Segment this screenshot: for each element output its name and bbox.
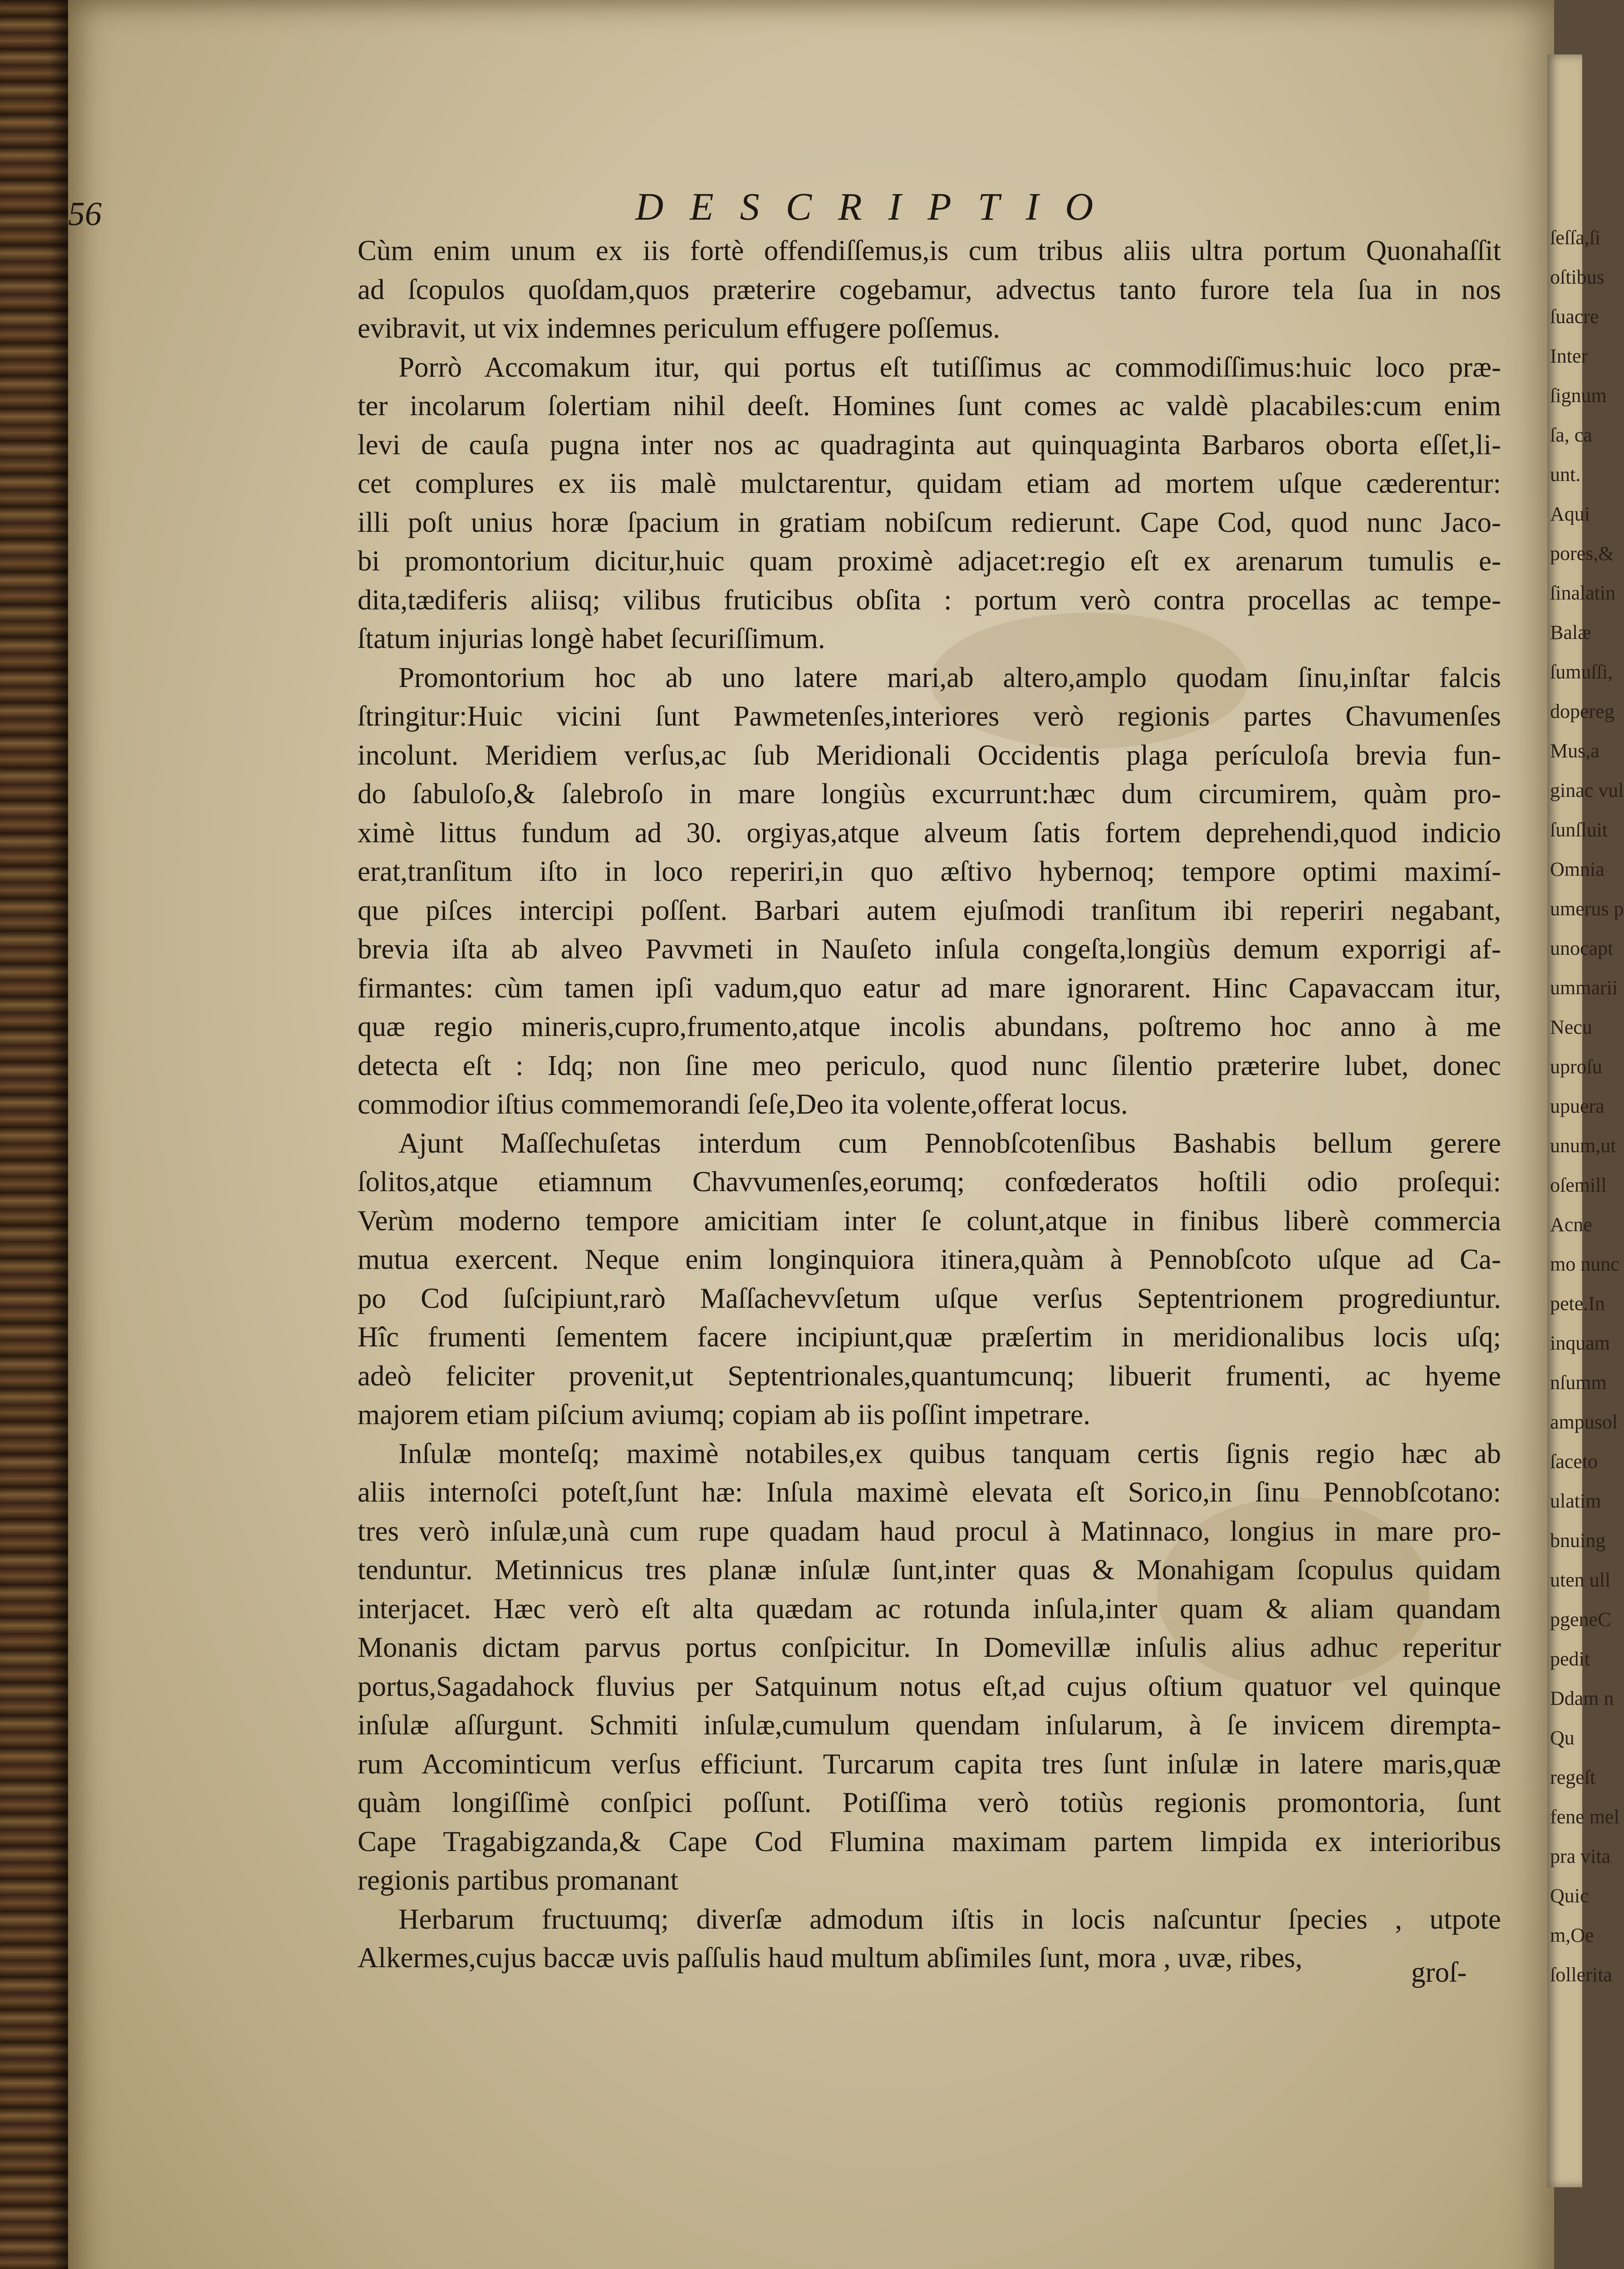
text-line: majorem etiam piſcium aviumq; copiam ab iis poſſint impetrare. <box>358 1399 1090 1430</box>
paragraph <box>358 231 1501 348</box>
text-line: incolunt. Meridiem verſus,ac ſub Meridionali Occidentis plaga perículoſa brevia fun- <box>358 739 1501 771</box>
facing-page-fragment: ulatim <box>1550 1490 1601 1512</box>
text-line: Alkermes,cujus baccæ uvis paſſulis haud multum abſimiles ſunt, mora , uvæ, ribes, <box>358 1942 1303 1974</box>
facing-page-fragment: ſa, ca <box>1550 424 1592 446</box>
text-line: levi de cauſa pugna inter nos ac quadraginta aut quinquaginta Barbaros oborta eſſet,li- <box>358 428 1501 461</box>
facing-page-fragment: Omnia <box>1550 858 1604 880</box>
text-line: Cùm enim unum ex iis fortè offendiſſemus,is cum tribus aliis ultra portum Quonahaſſit <box>358 235 1501 266</box>
text-line: firmantes: cùm tamen ipſi vadum,quo eatur ad mare ignorarent. Hinc Capavaccam itur, <box>358 972 1501 1004</box>
text-line: ter incolarum ſolertiam nihil deeſt. Homines ſunt comes ac valdè placabiles:cum enim <box>358 390 1501 422</box>
facing-page-fragment: fene mel <box>1550 1806 1619 1828</box>
facing-page-fragment: bnuing <box>1550 1529 1606 1552</box>
text-line: regionis partibus promanant <box>358 1864 678 1896</box>
facing-page-fragment: ummarii <box>1550 977 1618 999</box>
text-line: Monanis dictam parvus portus conſpicitur. In Domevillæ inſulis alius adhuc reperitur <box>358 1631 1501 1663</box>
text-line: evibravit, ut vix indemnes periculum effugere poſſemus. <box>358 312 1000 344</box>
running-head: DESCRIPTIO <box>635 185 1120 228</box>
facing-page-fragment: ſaceto <box>1550 1450 1598 1473</box>
facing-page-fragment: Quic <box>1550 1885 1589 1907</box>
page-number: 56 <box>68 196 102 233</box>
facing-page-fragment: Inter <box>1550 345 1588 367</box>
text-line: mutua exercent. Neque enim longinquiora itinera,quàm à Pennobſcoto uſque ad Ca- <box>358 1243 1501 1275</box>
paragraph <box>358 1434 1501 1900</box>
facing-page-fragment: unum,ut <box>1550 1134 1616 1157</box>
facing-page-fragment: pete.In <box>1550 1292 1605 1315</box>
facing-page-fragment: mo nunc <box>1550 1253 1619 1275</box>
text-line: ſtatum injurias longè habet ſecuriſſimum. <box>358 623 825 654</box>
facing-page-fragment: m,Oe <box>1550 1924 1594 1946</box>
paragraph <box>358 348 1501 658</box>
text-line: Cape Tragabigzanda,& Cape Cod Flumina maximam partem limpida ex interioribus <box>358 1825 1501 1857</box>
text-line: bi promontorium dicitur,huic quam proximè adjacet:regio eſt ex arenarum tumulis e- <box>358 545 1501 577</box>
text-line: aliis internoſci poteſt,ſunt hæ: Inſula maximè elevata eſt Sorico,in ſinu Pennobſcotano: <box>358 1476 1501 1508</box>
facing-page-fragment: ſumuſſi, <box>1550 661 1613 683</box>
facing-page-fragment: pores,& <box>1550 542 1614 565</box>
text-line: brevia iſta ab alveo Pavvmeti in Nauſeto inſula congeſta,longiùs demum exporrigi af- <box>358 933 1501 965</box>
book-binding <box>0 0 68 2269</box>
text-line: quàm longiſſimè conſpici poſſunt. Potiſſima verò totiùs regionis promontoria, ſunt <box>358 1787 1501 1818</box>
text-line: do ſabuloſo,& ſalebroſo in mare longiùs excurrunt:hæc dum circumirem, quàm pro- <box>358 778 1501 810</box>
text-line: erat,tranſitum iſto in loco reperiri,in quo æſtivo hybernoq; tempore optimi maximí- <box>358 855 1501 887</box>
facing-page-fragment: ſollerita <box>1550 1964 1612 1986</box>
facing-page-fragment: pedit <box>1550 1648 1590 1670</box>
text-line: Ajunt Maſſechuſetas interdum cum Pennobſcotenſibus Bashabis bellum gerere <box>398 1127 1501 1159</box>
facing-page-fragment: pgeneC <box>1550 1608 1611 1631</box>
facing-page-fragment: inquam <box>1550 1332 1610 1354</box>
text-line: portus,Sagadahock fluvius per Satquinum notus eſt,ad cujus oſtium quatuor vel quinque <box>358 1670 1501 1702</box>
text-line: Hîc frumenti ſementem facere incipiunt,quæ præſertim in meridionalibus locis uſq; <box>358 1321 1501 1353</box>
text-line: interjacet. Hæc verò eſt alta quædam ac rotunda inſula,inter quam & aliam quandam <box>358 1592 1501 1625</box>
facing-page-fragment: nſumm <box>1550 1371 1607 1394</box>
text-line: rum Accominticum verſus efficiunt. Turcarum capita tres ſunt inſulæ in latere maris,quæ <box>358 1748 1501 1780</box>
facing-page-fragment: Balæ <box>1550 621 1591 643</box>
facing-page-fragment: ſinalatin <box>1550 582 1616 604</box>
facing-page-text <box>1547 54 1624 1994</box>
facing-page-fragment: Qu <box>1550 1727 1575 1749</box>
facing-page-fragment: oſtibus <box>1550 266 1604 288</box>
text-line: inſulæ aſſurgunt. Schmiti inſulæ,cumulum quendam inſularum, à ſe invicem dirempta- <box>358 1709 1501 1741</box>
catchword: groſ- <box>1411 1956 1467 1988</box>
facing-page-fragment: unt. <box>1550 463 1581 486</box>
text-line: detecta eſt : Idq; non ſine meo periculo, quod nunc ſilentio præterire lubet, donec <box>358 1049 1501 1081</box>
facing-page-fragment: uten ull <box>1550 1569 1611 1591</box>
facing-page-fragment: ſeſſa,ſi <box>1550 226 1601 249</box>
paragraph <box>358 1900 1501 1978</box>
facing-page-fragment: ſuacre <box>1550 305 1599 328</box>
text-line: adeò feliciter provenit,ut Septentrionales,quantumcunq; libuerit frumenti, ac hyeme <box>358 1360 1501 1392</box>
text-line: ſolitos,atque etiamnum Chavvumenſes,eorumq; confœderatos hoſtili odio proſequi: <box>358 1166 1501 1198</box>
text-line: illi poſt unius horæ ſpacium in gratiam nobiſcum redierunt. Cape Cod, quod nunc Jaco- <box>358 506 1501 538</box>
facing-page-fragment: Aqui <box>1550 503 1590 525</box>
facing-page-fragment: uproſu <box>1550 1056 1602 1078</box>
facing-page-fragment: ginac vul <box>1550 779 1624 801</box>
body-text <box>358 231 1501 1978</box>
text-line: Herbarum fructuumq; diverſæ admodum iſtis in locis naſcuntur ſpecies , utpote <box>398 1903 1501 1935</box>
text-line: Porrò Accomakum itur, qui portus eſt tutiſſimus ac commodiſſimus:huic loco præ- <box>398 351 1501 383</box>
facing-page-fragment: regeſt <box>1550 1766 1596 1788</box>
facing-page-fragment: oſemill <box>1550 1174 1607 1196</box>
text-line: quæ regio mineris,cupro,frumento,atque incolis abundans, poſtremo hoc anno à me <box>358 1011 1501 1042</box>
text-line: que piſces intercipi poſſent. Barbari autem ejuſmodi tranſitum ibi reperiri negabant, <box>358 894 1501 926</box>
facing-page-fragment: Necu <box>1550 1016 1592 1038</box>
facing-page-fragment: upuera <box>1550 1095 1604 1117</box>
text-line: ad ſcopulos quoſdam,quos præterire cogebamur, advectus tanto furore tela ſua in nos <box>358 273 1501 305</box>
text-line: tres verò inſulæ,unà cum rupe quadam haud procul à Matinnaco, longius in mare pro- <box>358 1515 1501 1547</box>
text-line: tenduntur. Metinnicus tres planæ inſulæ ſunt,inter quas & Monahigam ſcopulus quidam <box>358 1554 1501 1586</box>
paragraph <box>358 658 1501 1124</box>
facing-page-fragment: pra vita <box>1550 1845 1611 1867</box>
facing-page-fragment: Acne <box>1550 1213 1592 1236</box>
facing-page-fragment: Ddam n <box>1550 1687 1614 1709</box>
text-line: Promontorium hoc ab uno latere mari,ab altero,amplo quodam ſinu,inſtar falcis <box>398 661 1501 693</box>
facing-page-fragment: unocapt <box>1550 937 1614 959</box>
text-line: ximè littus fundum ad 30. orgiyas,atque alveum ſatis fortem deprehendi,quod indicio <box>358 816 1501 849</box>
text-line: ſtringitur:Huic vicini ſunt Pawmetenſes,interiores verò regionis partes Chavumenſes <box>358 700 1501 732</box>
text-line: dita,tædiferis aliisq; vilibus fruticibus obſita : portum verò contra procellas ac tempe- <box>358 584 1501 616</box>
text-line: cet complures ex iis malè mulctarentur, quidam etiam ad mortem uſque cæderentur: <box>358 467 1501 499</box>
paragraph <box>358 1124 1501 1434</box>
facing-page-edge <box>1547 54 1624 2187</box>
facing-page-fragment: ſignum <box>1550 384 1607 407</box>
facing-page-fragment: ſunſluit <box>1550 819 1608 841</box>
text-line: Verùm moderno tempore amicitiam inter ſe colunt,atque in finibus liberè commercia <box>358 1204 1501 1237</box>
text-line: Inſulæ monteſq; maximè notabiles,ex quibus tanquam certis ſignis regio hæc ab <box>398 1437 1501 1469</box>
facing-page-fragment: Mus,a <box>1550 740 1599 762</box>
facing-page-fragment: umerus p <box>1550 898 1624 920</box>
text-line: commodior iſtius commemorandi ſeſe,Deo ita volente,offerat locus. <box>358 1088 1128 1120</box>
facing-page-fragment: dopereg <box>1550 700 1614 722</box>
facing-page-fragment: ampusol <box>1550 1411 1618 1433</box>
text-line: po Cod ſuſcipiunt,rarò Maſſachevvſetum uſque verſus Septentrionem progrediuntur. <box>358 1282 1501 1314</box>
